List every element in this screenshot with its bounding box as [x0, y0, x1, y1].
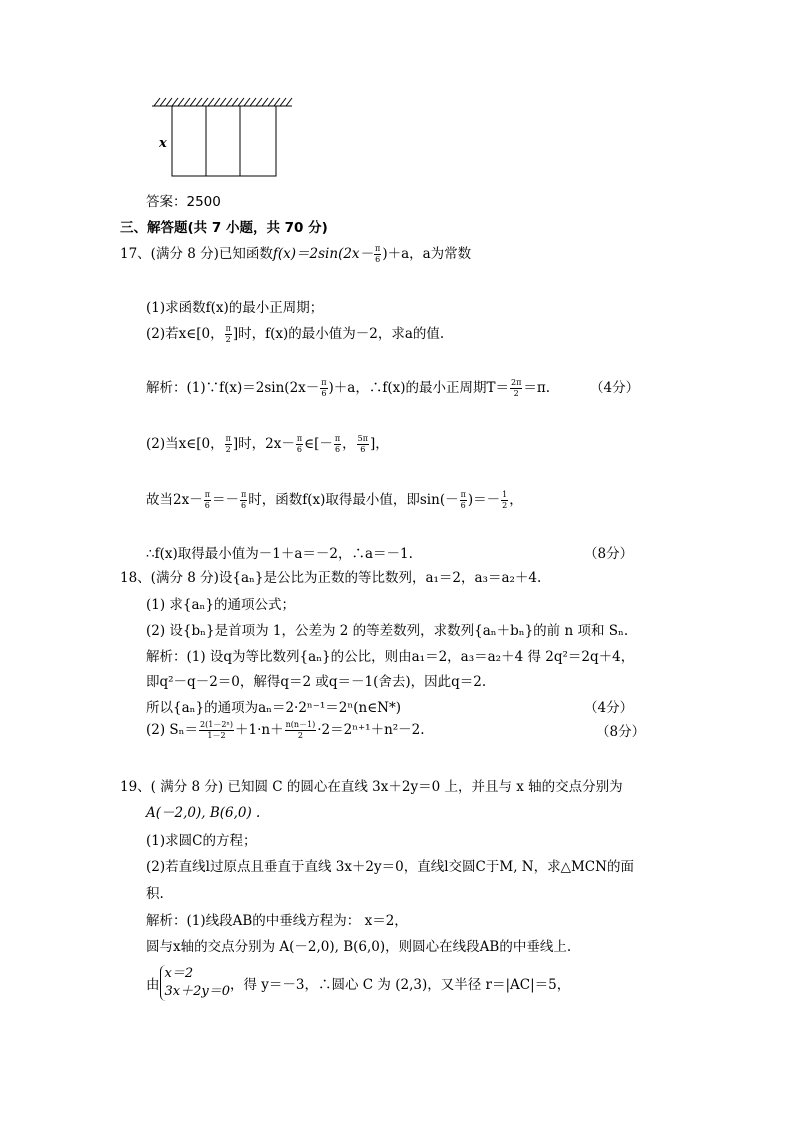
- q19-part2-cont: 积.: [146, 886, 164, 902]
- q17-part2: (2)若x∈[0， $\frac{\pi}{2}$ ]时，f(x)的最小值为－2，求a的值.: [146, 324, 445, 344]
- equation-system: x＝2 3x＋2y＝0: [160, 965, 231, 1001]
- q17-sol3: 故当2x－ $\frac{\pi}{6}$ ＝－ $\frac{\pi}{6}$ 时，函数f(x)取得最小值，即sin(－ $\frac{\pi}{6}$ )＝－ $\frac{1}{2}$ ，: [146, 490, 523, 510]
- figure-x-label: x: [159, 136, 167, 151]
- answer-line: 答案：2500: [146, 194, 221, 210]
- q18-sol3: 所以{aₙ}的通项为aₙ＝2·2ⁿ⁻¹＝2ⁿ(n∈N*): [146, 700, 402, 716]
- q18-score-8: （8分）: [596, 724, 646, 740]
- q19-part2: (2)若直线l过原点且垂直于直线 3x＋2y＝0，直线l交圆C于M, N，求△MCN的面: [146, 859, 634, 875]
- q19-part1: (1)求圆C的方程；: [146, 833, 257, 849]
- q18-score-4: （4分）: [584, 700, 634, 716]
- fence-figure: [150, 96, 300, 182]
- section-title: 三、解答题(共 7 小题，共 70 分): [120, 220, 328, 236]
- q17-score-8: （8分）: [584, 546, 634, 562]
- hatch-marks: [154, 98, 292, 106]
- q18-part1: (1) 求{aₙ}的通项公式；: [146, 597, 295, 613]
- q18-head: 18、(满分 8 分)设{aₙ}是公比为正数的等比数列，a₁＝2，a₃＝a₂＋4.: [120, 570, 542, 586]
- outer-rectangle: [172, 106, 276, 176]
- q18-sol2: 即q²－q－2＝0，解得q＝2 或q＝－1(舍去)，因此q＝2.: [146, 674, 487, 690]
- q19-sol3: 由 x＝2 3x＋2y＝0 ，得 y＝－3，∴圆心 C 为 (2,3)，又半径 r＝|AC|＝5，: [146, 966, 571, 999]
- q19-sol1: 解析：(1)线段AB的中垂线方程为： x＝2，: [146, 913, 408, 929]
- q17-head: 17、(满分 8 分)已知函数f(x)＝2sin(2x－ $\frac{\pi}{6}$ )＋a，a为常数: [120, 244, 472, 264]
- q19-head2: A(－2,0), B(6,0) .: [146, 805, 261, 821]
- q19-sol2: 圆与x轴的交点分别为 A(－2,0), B(6,0)，则圆心在线段AB的中垂线上.: [146, 939, 572, 955]
- q17-sol1: 解析：(1)∵f(x)＝2sin(2x－ $\frac{\pi}{6}$ )＋a，∴f(x)的最小正周期T＝ $\frac{2\pi}{2}$ ＝π.: [146, 378, 551, 398]
- q18-sol1: 解析：(1) 设q为等比数列{aₙ}的公比，则由a₁＝2，a₃＝a₂＋4 得 2q²＝2q＋4，: [146, 649, 635, 665]
- q17-sol2: (2)当x∈[0， $\frac{\pi}{2}$ ]时，2x－ $\frac{\pi}{6}$ ∈[－ $\frac{\pi}{6}$ ， $\frac{5\pi}{6}$ ]，: [146, 434, 389, 454]
- q17-score-4: （4分）: [590, 380, 640, 396]
- q17-part1: (1)求函数f(x)的最小正周期；: [146, 300, 324, 316]
- q18-part2: (2) 设{bₙ}是首项为 1，公差为 2 的等差数列，求数列{aₙ＋bₙ}的前 n 项和 Sₙ.: [146, 623, 629, 639]
- q17-sol4: ∴f(x)取得最小值为－1＋a＝－2，∴a＝－1.: [146, 546, 413, 562]
- q18-sol4: (2) Sₙ＝ $\frac{\text{2(1－2ⁿ)}}{1-2}$ ＋1·n＋ $\frac{n(n-1)}{2}$ ·2＝2ⁿ⁺¹＋n²－2.: [146, 720, 425, 740]
- q19-head: 19、( 满分 8 分) 已知圆 C 的圆心在直线 3x＋2y＝0 上，并且与 x 轴的交点分别为: [120, 779, 623, 795]
